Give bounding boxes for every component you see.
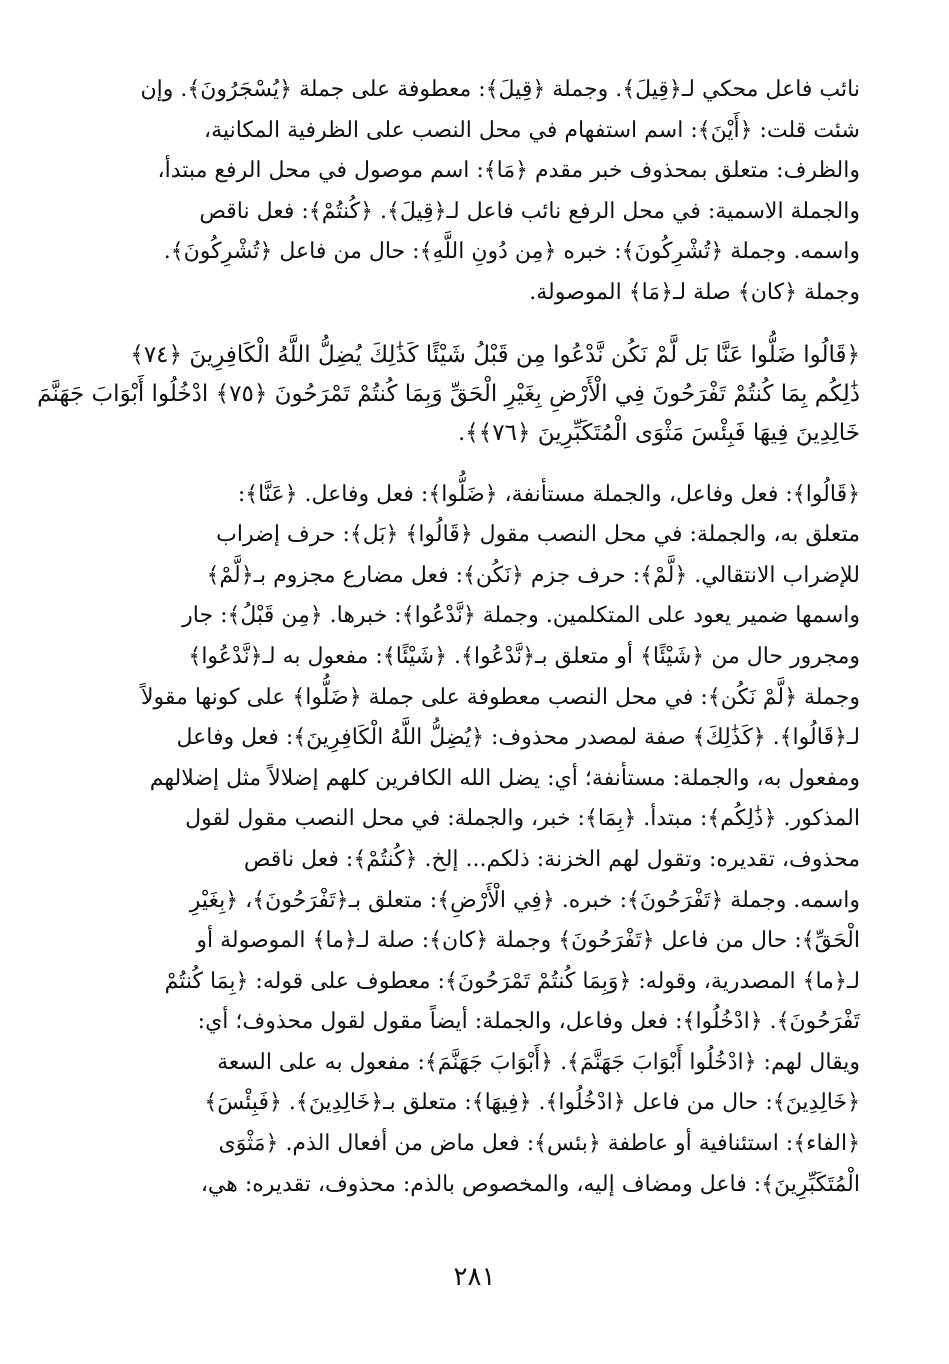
text-line: المذكور. ﴿ذَٰلِكُم﴾: مبتدأ. ﴿بِمَا﴾: خبر، والجملة: في محل النصب مقول لقول	[185, 806, 860, 832]
quran-verses	[37, 336, 860, 453]
text-line: واسمها ضمير يعود على المتكلمين. وجملة ﴿نَّدْعُوا﴾: خبرها. ﴿مِن قَبْلُ﴾: جار	[182, 603, 860, 629]
text-line: تَفْرَحُونَ﴾. ﴿ادْخُلُوا﴾: فعل وفاعل، والجملة: أيضاً مقول لقول محذوف؛ أي:	[197, 1009, 860, 1035]
text-line: ﴿الفاء﴾: استئنافية أو عاطفة ﴿بئس﴾: فعل ماض من أفعال الذم. ﴿مَثْوَى	[218, 1131, 860, 1157]
text-line: لـ﴿ما﴾ المصدرية، وقوله: ﴿وَبِمَا كُنتُمْ تَمْرَحُونَ﴾: معطوف على قوله: ﴿بِمَا كُنتُمْ	[164, 968, 860, 994]
text-line: الْحَقِّ﴾: حال من فاعل ﴿تَفْرَحُونَ﴾ وجملة ﴿كان﴾: صلة لـ﴿ما﴾ الموصولة أو	[196, 928, 860, 954]
grammar-commentary	[95, 475, 860, 1206]
verse-line: ذَٰلِكُم بِمَا كُنتُمْ تَفْرَحُونَ فِي الْأَرْضِ بِغَيْرِ الْحَقِّ وَبِمَا كُنتُمْ تَمْرَحُونَ ﴿٧٥﴾ ادْخُلُوا أَبْوَابَ جَهَنَّمَ	[37, 380, 860, 407]
text-line: ويقال لهم: ﴿ادْخُلُوا أَبْوَابَ جَهَنَّمَ﴾. ﴿أَبْوَابَ جَهَنَّمَ﴾: مفعول به على السعة	[217, 1049, 860, 1075]
text-line: محذوف، تقديره: وتقول لهم الخزنة: ذلكم... إلخ. ﴿كُنتُمْ﴾: فعل ناقص	[243, 846, 860, 872]
text-line: والظرف: متعلق بمحذوف خبر مقدم ﴿مَا﴾: اسم موصول في محل الرفع مبتدأ،	[157, 158, 860, 184]
text-line: نائب فاعل محكي لـ﴿قِيلَ﴾. وجملة ﴿قِيلَ﴾: معطوفة على جملة ﴿يُسْجَرُونَ﴾. وإن	[140, 77, 860, 102]
text-line: ومجرور حال من ﴿شَيْئًا﴾ أو متعلق بـ﴿نَّدْعُوا﴾. ﴿شَيْئًا﴾: مفعول به لـ﴿نَّدْعُوا﴾	[188, 643, 860, 669]
verse-line: ﴿قَالُوا ضَلُّوا عَنَّا بَل لَّمْ نَكُن نَّدْعُوا مِن قَبْلُ شَيْئًا كَذَٰلِكَ يُضِلُّ اللَّهُ الْكَافِرِينَ ﴿٧٤﴾	[130, 341, 860, 368]
page-body	[37, 70, 860, 1205]
text-line: وجملة ﴿لَّمْ نَكُن﴾: في محل النصب معطوفة على جملة ﴿ضَلُّوا﴾ على كونها مقولاً	[141, 684, 860, 710]
verse-line: خَالِدِينَ فِيهَا فَبِئْسَ مَثْوَى الْمُتَكَبِّرِينَ ﴿٧٦﴾﴾.	[458, 419, 860, 446]
text-line: ومفعول به، والجملة: مستأنفة؛ أي: يضل الله الكافرين كلهم إضلالاً مثل إضلالهم	[149, 765, 860, 791]
text-line: لـ﴿قَالُوا﴾. ﴿كَذَٰلِكَ﴾ صفة لمصدر محذوف: ﴿يُضِلُّ اللَّهُ الْكَافِرِينَ﴾: فعل وفاعل	[176, 725, 860, 751]
text-line: متعلق به، والجملة: في محل النصب مقول ﴿قَالُوا﴾ ﴿بَل﴾: حرف إضراب	[216, 522, 860, 548]
page-number: ٢٨١	[453, 1262, 496, 1292]
text-line: والجملة الاسمية: في محل الرفع نائب فاعل لـ﴿قِيلَ﴾. ﴿كُنتُمْ﴾: فعل ناقص	[199, 198, 860, 224]
text-line: واسمه. وجملة ﴿تُشْرِكُونَ﴾: خبره ﴿مِن دُونِ اللَّهِ﴾: حال من فاعل ﴿تُشْرِكُونَ﴾.	[163, 239, 860, 265]
text-line: ﴿خَالِدِينَ﴾: حال من فاعل ﴿ادْخُلُوا﴾. ﴿فِيهَا﴾: متعلق بـ﴿خَالِدِينَ﴾. ﴿فَبِئْسَ﴾	[204, 1090, 860, 1116]
text-line: شئت قلت: ﴿أَيْنَ﴾: اسم استفهام في محل النصب على الظرفية المكانية،	[204, 117, 860, 143]
text-line: ﴿قَالُوا﴾: فعل وفاعل، والجملة مستأنفة، ﴿ضَلُّوا﴾: فعل وفاعل. ﴿عَنَّا﴾:	[237, 481, 860, 507]
intro-paragraph	[95, 70, 860, 314]
text-line: الْمُتَكَبِّرِينَ﴾: فاعل ومضاف إليه، والمخصوص بالذم: محذوف، تقديره: هي،	[200, 1171, 860, 1197]
text-line: للإضراب الانتقالي. ﴿لَّمْ﴾: حرف جزم ﴿نَكُن﴾: فعل مضارع مجزوم بـ﴿لَّمْ﴾	[206, 562, 860, 588]
text-line: واسمه. وجملة ﴿تَفْرَحُونَ﴾: خبره. ﴿فِي الْأَرْضِ﴾: متعلق بـ﴿تَفْرَحُونَ﴾، ﴿بِغَيْرِ	[189, 887, 860, 913]
text-line: وجملة ﴿كان﴾ صلة لـ﴿مَا﴾ الموصولة.	[529, 279, 860, 305]
